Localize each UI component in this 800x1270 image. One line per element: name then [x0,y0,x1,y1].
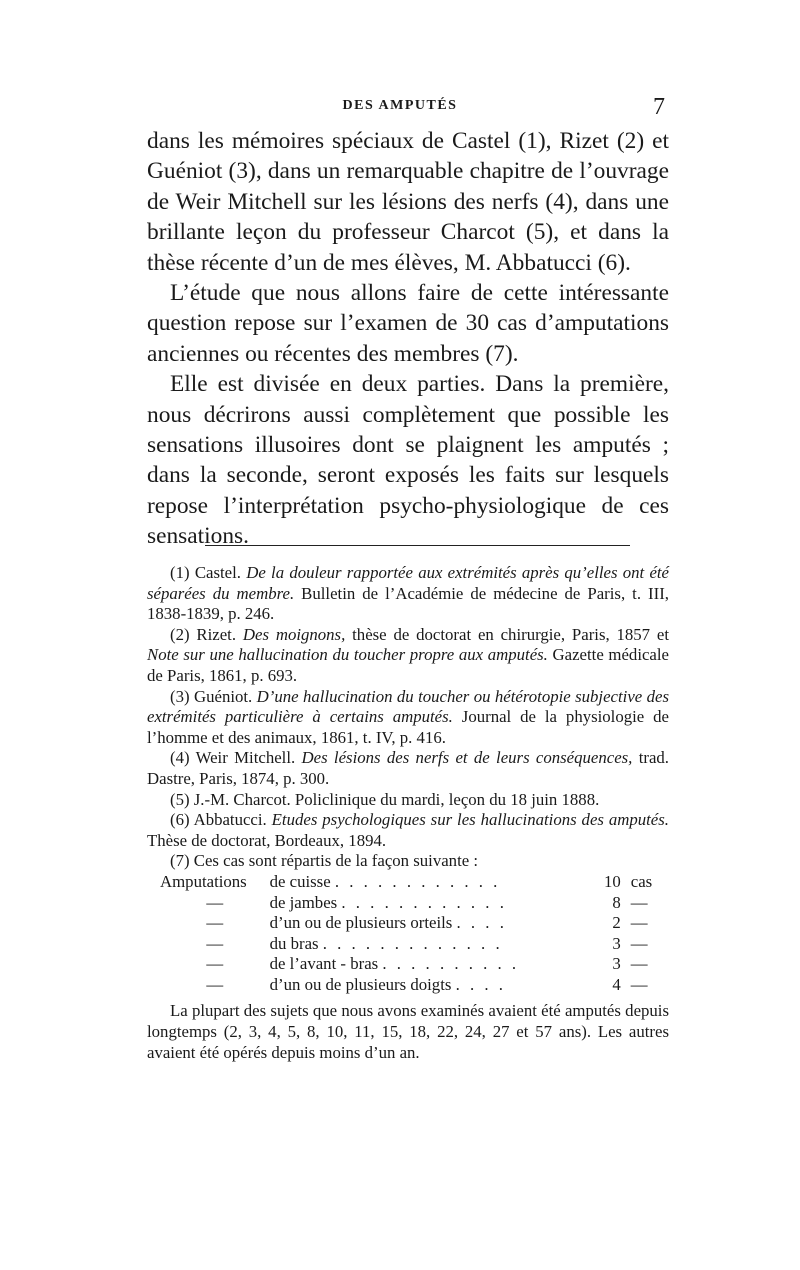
table-row [160,954,669,975]
row-lead: — [206,933,224,953]
footnote-7-closing: La plupart des sujets que nous avons examinés avaient été amputés depuis longtemps (2, 3, 4, 5, 8, 10, 11, 15, 18, 22, 24, 27 et 57 ans). Les autres avaient été opérés depuis moins d’un an. [147,1001,669,1062]
footnote-4 [147,748,669,789]
footnote-reference-2: Gazette médicale de Paris, 1861, p. 693. [147,645,669,685]
footnote-number: (7) [170,851,190,871]
row-lead: — [206,954,224,974]
page-header [0,94,800,120]
paragraph-2: L’étude que nous allons faire de cette intéressante question repose sur l’examen de 30 cas d’amputations anciennes ou récentes des membres (7). [147,280,669,367]
row-unit: — [630,974,648,994]
footnote-reference: Journal de la physiologie de l’homme et des animaux, 1861, t. IV, p. 416. [147,707,670,747]
row-lead: — [206,913,224,933]
row-dots: . . . . . . . . . . . . [334,871,501,891]
row-label: d’un ou de plusieurs doigts [269,974,452,994]
footnote-number: (5) [170,789,190,809]
footnote-title: D’une hallucination du toucher ou hétérotopie subjective des extrémités particulière à certains amputés. [147,686,669,727]
footnote-title-2: Note sur une hallucination du toucher propre aux amputés. [147,645,548,665]
row-unit: — [630,954,648,974]
table-row [160,934,669,955]
footnote-number: (3) [170,686,190,706]
footnote-6 [147,810,669,851]
footnote-author: Guéniot. [193,686,253,706]
row-unit: — [630,913,648,933]
row-unit: — [630,892,648,912]
row-label: d’un ou de plusieurs orteils [269,913,453,933]
table-row [160,893,669,914]
footnote-separator [205,545,630,546]
footnote-reference: Bulletin de l’Académie de médecine de Paris, t. III, 1838-1839, p. 246. [147,583,669,624]
row-count: 4 [612,974,621,994]
page-number: 7 [653,94,665,120]
running-title: DES AMPUTÉS [342,98,458,113]
row-count: 10 [603,871,621,891]
footnote-1 [147,563,669,625]
row-count: 8 [612,892,621,912]
footnote-number: (6) [170,810,190,830]
main-text [147,126,669,552]
row-lead: Amputations [160,871,247,891]
row-label: de cuisse [269,871,331,891]
footnote-3 [147,687,669,749]
footnote-2 [147,625,669,687]
footnote-author: Castel. [194,563,241,582]
footnote-text: J.-M. Charcot. Policlinique du mardi, leçon du 18 juin 1888. [193,789,600,809]
footnote-intro: Ces cas sont répartis de la façon suivante : [193,851,479,871]
footnote-number: (4) [170,748,190,768]
row-dots: . . . . . . . . . . . . [341,892,507,912]
row-unit: cas [630,871,653,891]
amputation-table [160,872,669,996]
footnote-title: Des moignons, [242,624,346,644]
table-row [160,872,669,893]
paragraph-3: Elle est divisée en deux parties. Dans la première, nous décrirons aussi complètement que possible les sensations illusoires dont se plaignent les amputés ; dans la seconde, seront exposés les faits sur lesquels repose l’interprétation psycho-physiologique de ces sensations. [147,371,669,550]
footnote-author: Rizet. [196,624,237,644]
footnote-title: Etudes psychologiques sur les hallucinations des amputés. [271,810,669,830]
footnote-5 [147,790,669,811]
row-lead: — [206,974,224,994]
row-unit: — [630,933,648,953]
footnote-author: Abbatucci. [193,810,267,830]
footnote-title: De la douleur rapportée aux extrémités après qu’elles ont été séparées du membre. [147,563,669,603]
footnote-title: Des lésions des nerfs et de leurs conséquences, [301,748,633,768]
row-dots: . . . . . . . . . . . . . [322,933,503,953]
footnotes [147,563,669,1063]
footnote-reference: thèse de doctorat en chirurgie, Paris, 1857 et [352,624,670,644]
table-row [160,913,669,934]
row-count: 3 [612,954,621,974]
row-count: 3 [612,933,621,953]
table-row [160,975,669,996]
row-dots: . . . . . . . . . . [382,954,520,974]
footnote-number: (1) [170,563,190,582]
row-dots: . . . . [455,974,506,994]
footnote-reference: Thèse de doctorat, Bordeaux, 1894. [147,830,387,850]
footnote-reference: trad. Dastre, Paris, 1874, p. 300. [147,748,669,788]
row-label: du bras [269,933,319,953]
row-dots: . . . . [456,913,507,933]
row-lead: — [206,892,224,912]
footnote-author: Weir Mitchell. [195,748,296,768]
footnote-number: (2) [170,624,190,644]
row-label: de jambes [269,892,338,912]
row-count: 2 [612,913,621,933]
row-label: de l’avant - bras [269,954,379,974]
paragraph-1: dans les mémoires spéciaux de Castel (1), Rizet (2) et Guéniot (3), dans un remarquable chapitre de l’ouvrage de Weir Mitchell sur les lésions des nerfs (4), dans une brillante leçon du professeur Charcot (5), et dans la thèse récente d’un de mes élèves, M. Abbatucci (6). [147,128,669,276]
footnote-7 [147,851,669,872]
